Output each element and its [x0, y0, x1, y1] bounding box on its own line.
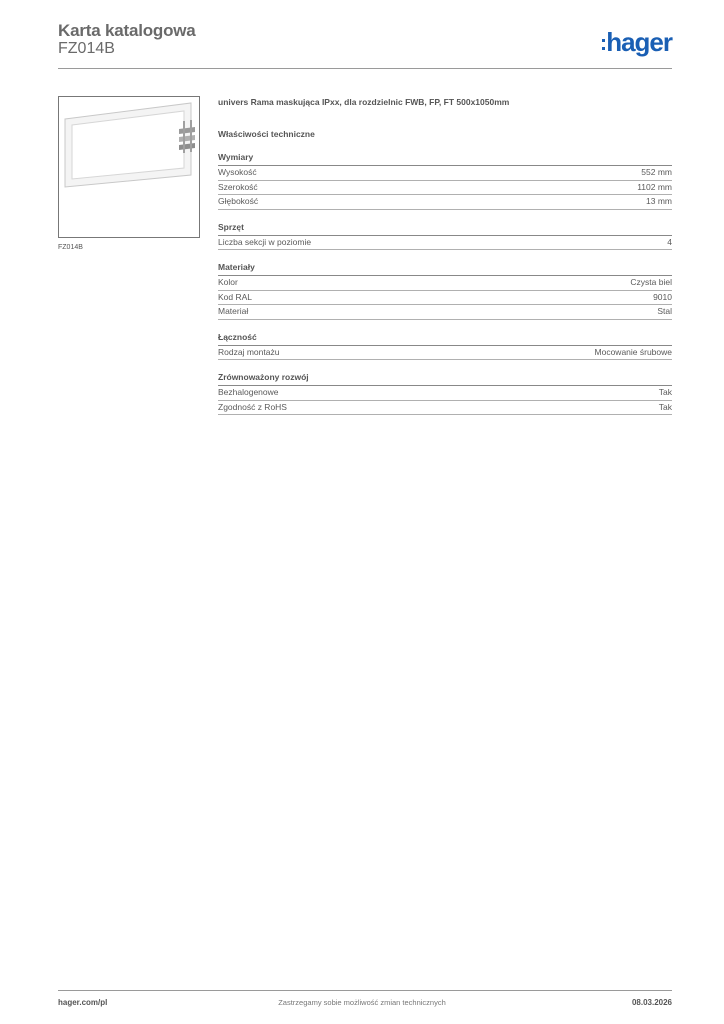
group-title: Materiały	[218, 262, 672, 276]
spec-value: Mocowanie śrubowe	[594, 346, 672, 357]
spec-row	[218, 181, 672, 196]
footer-website-link[interactable]: hager.com/pl	[58, 998, 108, 1007]
technical-properties-heading: Właściwości techniczne	[218, 129, 315, 139]
spec-row	[218, 276, 672, 291]
hager-logo	[602, 28, 672, 56]
footer-divider	[58, 990, 672, 991]
spec-row	[218, 166, 672, 181]
spec-label: Rodzaj montażu	[218, 346, 280, 357]
spec-row	[218, 236, 672, 251]
spec-group-dimensions	[218, 152, 672, 210]
spec-group-equipment	[218, 222, 672, 251]
spec-label: Liczba sekcji w poziomie	[218, 236, 312, 247]
spec-row	[218, 291, 672, 306]
spec-value: 9010	[653, 291, 672, 302]
spec-row	[218, 401, 672, 416]
product-description: univers Rama maskująca IPxx, dla rozdzielnic FWB, FP, FT 500x1050mm	[218, 97, 510, 107]
footer-disclaimer: Zastrzegamy sobie możliwość zmian technicznych	[278, 998, 446, 1007]
spec-label: Zgodność z RoHS	[218, 401, 287, 412]
spec-value: 13 mm	[646, 196, 672, 206]
header-divider	[58, 68, 672, 69]
spec-label: Wysokość	[218, 167, 257, 177]
spec-row	[218, 195, 672, 210]
group-title: Wymiary	[218, 152, 672, 166]
spec-group-connectivity	[218, 332, 672, 361]
spec-group-sustainability	[218, 372, 672, 415]
masking-frame-image	[59, 97, 199, 237]
spec-value: 1102 mm	[637, 181, 672, 192]
spec-group-materials	[218, 262, 672, 320]
spec-content	[218, 96, 672, 415]
group-title: Zrównoważony rozwój	[218, 372, 672, 386]
spec-label: Kod RAL	[218, 291, 253, 302]
image-caption: FZ014B	[58, 244, 83, 251]
spec-row	[218, 386, 672, 401]
spec-value: 4	[667, 236, 672, 247]
spec-label: Szerokość	[218, 181, 258, 192]
document-title: Karta katalogowa	[58, 21, 196, 40]
product-image-frame	[58, 96, 200, 238]
spec-label: Kolor	[218, 277, 238, 287]
logo-wordmark: hager	[606, 27, 672, 57]
spec-value: 552 mm	[641, 167, 672, 177]
spec-row	[218, 305, 672, 320]
spec-value: Czysta biel	[630, 277, 672, 287]
spec-value: Tak	[658, 387, 672, 397]
footer-date: 08.03.2026	[631, 998, 672, 1007]
spec-row	[218, 346, 672, 361]
group-title: Sprzęt	[218, 222, 672, 236]
spec-label: Materiał	[218, 306, 249, 316]
logo-dots-icon	[602, 39, 605, 50]
spec-value: Tak	[658, 401, 672, 412]
product-code: FZ014B	[58, 40, 115, 57]
spec-value: Stal	[657, 306, 672, 316]
spec-label: Bezhalogenowe	[218, 387, 279, 397]
group-title: Łączność	[218, 332, 672, 346]
spec-label: Głębokość	[218, 196, 259, 206]
